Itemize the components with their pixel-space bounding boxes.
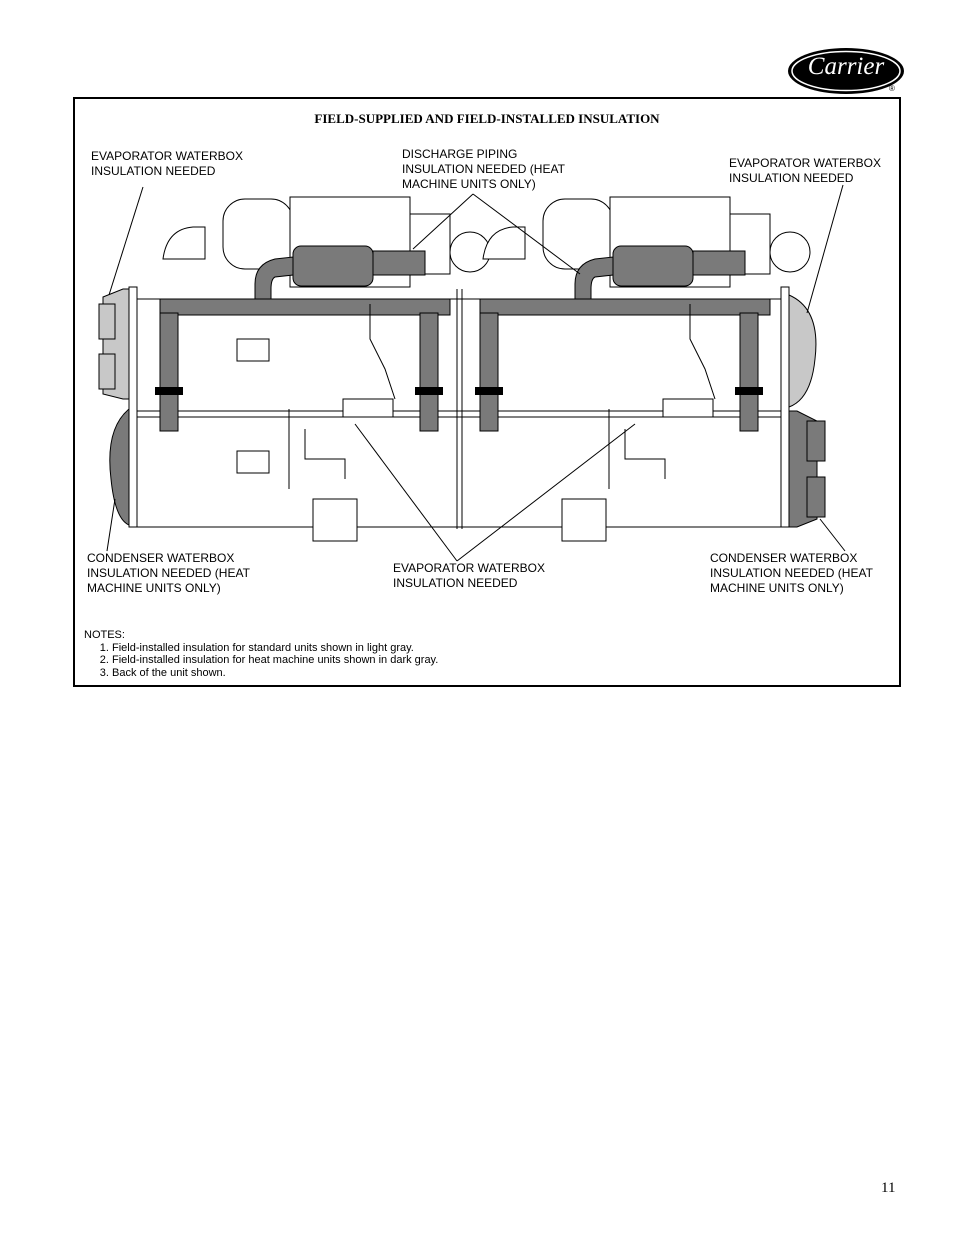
- callout-evap-waterbox-right: EVAPORATOR WATERBOX INSULATION NEEDED: [729, 156, 882, 185]
- carrier-logo: [786, 46, 906, 96]
- note-item: 3. Back of the unit shown.: [112, 667, 438, 680]
- logo-wordmark: Carrier: [807, 53, 885, 80]
- note-item: 2. Field-installed insulation for heat machine units shown in dark gray.: [112, 654, 438, 667]
- callout-discharge-piping: DISCHARGE PIPING INSULATION NEEDED (HEAT MACHINE UNITS ONLY): [402, 147, 565, 191]
- callout-evap-waterbox-bottom: EVAPORATOR WATERBOX INSULATION NEEDED: [393, 561, 546, 590]
- callout-evap-waterbox-left: EVAPORATOR WATERBOX INSULATION NEEDED: [91, 149, 244, 178]
- callout-condenser-waterbox-right: CONDENSER WATERBOX INSULATION NEEDED (HEAT MACHINE UNITS ONLY): [710, 551, 873, 595]
- left-evap-waterbox: [99, 289, 129, 399]
- note-item: 1. Field-installed insulation for standard units shown in light gray.: [112, 642, 438, 655]
- callout-condenser-waterbox-left: CONDENSER WATERBOX INSULATION NEEDED (HEAT MACHINE UNITS ONLY): [87, 551, 250, 595]
- figure-notes: [84, 629, 438, 679]
- notes-heading: NOTES:: [84, 629, 125, 641]
- registered-mark: ®: [889, 84, 895, 93]
- page-number: 11: [881, 1180, 896, 1196]
- figure-title: FIELD-SUPPLIED AND FIELD-INSTALLED INSULATION: [314, 111, 660, 126]
- insulation-figure: [73, 97, 901, 687]
